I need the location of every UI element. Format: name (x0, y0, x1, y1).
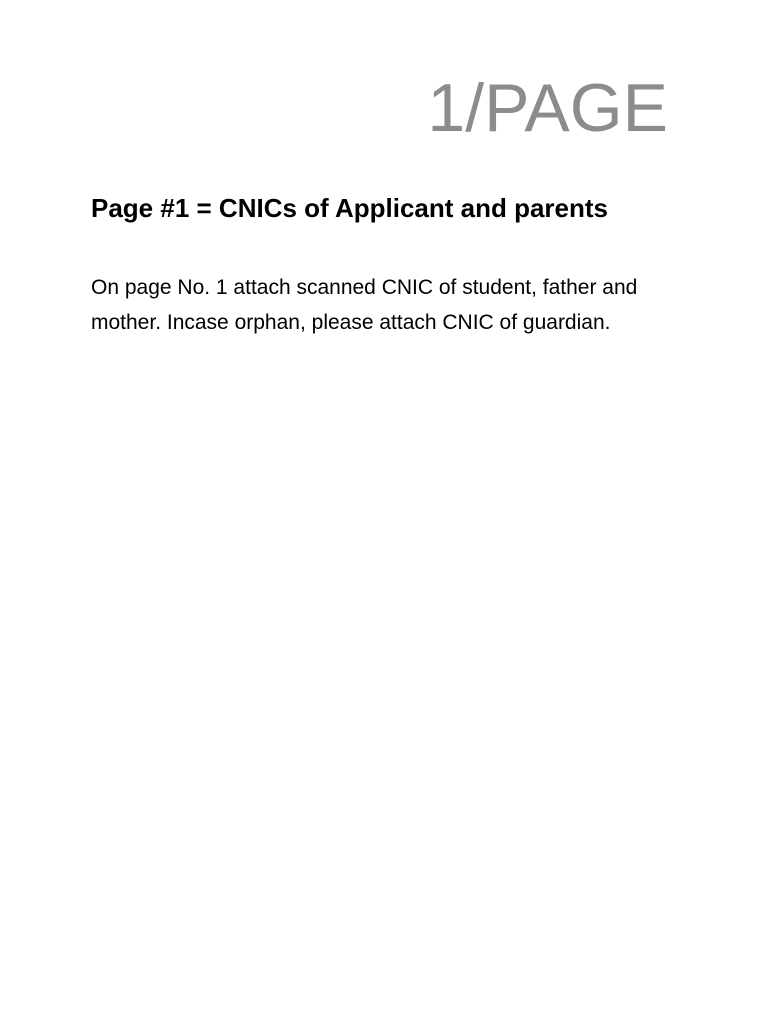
instruction-paragraph (91, 270, 701, 340)
page-number-label: 1/PAGE (427, 70, 668, 146)
instruction-line-1: On page No. 1 attach scanned CNIC of student, father and (91, 276, 638, 299)
section-heading: Page #1 = CNICs of Applicant and parents (91, 193, 608, 223)
instruction-line-2: mother. Incase orphan, please attach CNIC of guardian. (91, 311, 611, 334)
